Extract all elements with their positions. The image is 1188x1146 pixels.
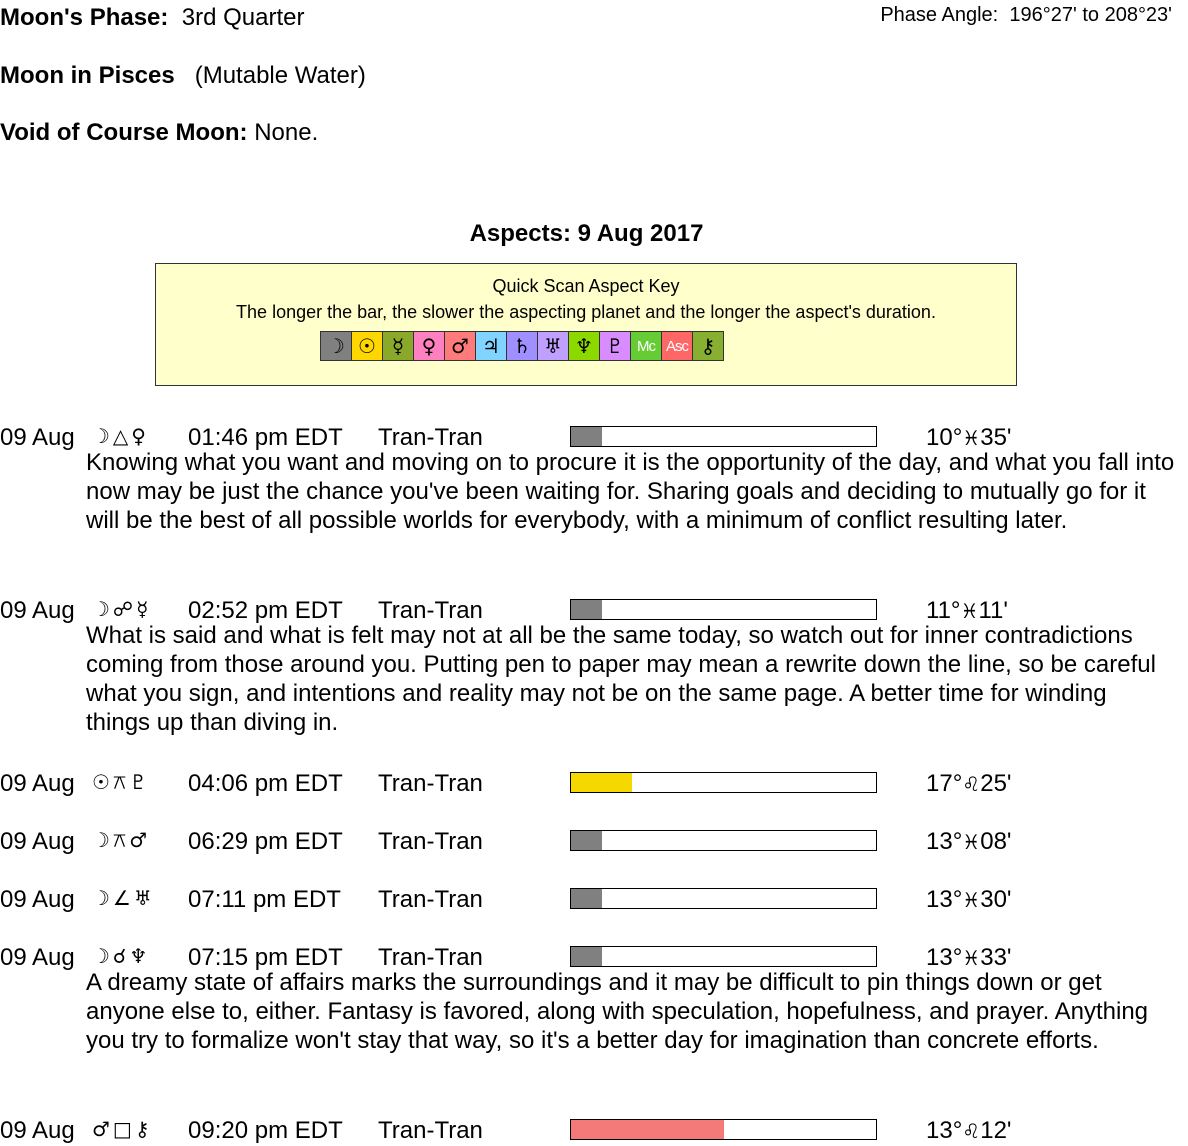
aspect-position — [926, 828, 1012, 856]
aspect-row — [0, 766, 1188, 796]
aspect-row — [0, 420, 1188, 450]
phase-angle-label: Phase Angle: — [880, 4, 999, 26]
position-minutes: 08' — [980, 828, 1012, 855]
duration-bar-fill — [571, 947, 602, 966]
saturn-swatch: ♄ — [506, 331, 538, 361]
jupiter-swatch: ♃ — [475, 331, 507, 361]
zodiac-sign-icon: ♓ — [960, 599, 979, 623]
position-minutes: 25' — [980, 770, 1012, 797]
duration-bar — [570, 599, 877, 620]
position-degree: 11° — [926, 597, 961, 624]
aspect-glyphs: ☽☌♆ — [92, 944, 151, 968]
aspect-date: 09 Aug — [0, 1117, 75, 1144]
aspect-position — [926, 1117, 1012, 1145]
aspect-interpretation: A dreamy state of affairs marks the surroundings and it may be difficult to pin things down or get anyone else to, either. Fantasy is favored, along with speculation, hopefulness, and prayer. Anything you try to formalize won't stay that way, so it's a better day for imagination than concrete efforts. — [86, 969, 1149, 1054]
mercury-swatch: ☿ — [382, 331, 414, 361]
aspect-glyphs: ☉⚻♇ — [92, 770, 151, 794]
aspect-position — [926, 770, 1012, 798]
aspect-time: 06:29 pm EDT — [188, 828, 343, 855]
duration-bar — [570, 946, 877, 967]
key-title: Quick Scan Aspect Key — [492, 276, 680, 296]
aspect-type: Tran-Tran — [378, 424, 483, 451]
zodiac-sign-icon: ♌ — [962, 772, 981, 796]
aspect-date: 09 Aug — [0, 828, 75, 855]
aspect-type: Tran-Tran — [378, 770, 483, 797]
aspect-date: 09 Aug — [0, 597, 75, 624]
aspect-type: Tran-Tran — [378, 597, 483, 624]
zodiac-sign-icon: ♓ — [962, 888, 981, 912]
quick-scan-aspect-key — [155, 263, 1017, 386]
aspect-row — [0, 824, 1188, 854]
position-degree: 13° — [926, 1117, 963, 1144]
aspect-interpretation: Knowing what you want and moving on to procure it is the opportunity of the day, and what you fall into now may be just the chance you've been waiting for. Sharing goals and deciding to mutually go for it will be the best of all possible worlds for everybody, with a minimum of conflict resulting later. — [86, 449, 1175, 534]
aspect-row — [0, 882, 1188, 912]
aspect-time: 07:11 pm EDT — [188, 886, 341, 913]
duration-bar-fill — [571, 1120, 724, 1139]
phase-angle-line — [880, 4, 1172, 27]
aspect-time: 02:52 pm EDT — [188, 597, 343, 624]
duration-bar — [570, 772, 877, 793]
zodiac-sign-icon: ♓ — [962, 426, 981, 450]
zodiac-sign-icon: ♓ — [962, 946, 981, 970]
position-minutes: 35' — [980, 424, 1012, 451]
aspect-row — [0, 593, 1188, 623]
aspect-type: Tran-Tran — [378, 944, 483, 971]
aspect-date: 09 Aug — [0, 944, 75, 971]
position-degree: 13° — [926, 828, 963, 855]
voc-label: Void of Course Moon: — [0, 119, 248, 146]
aspect-glyphs: ☽∠♅ — [92, 886, 155, 910]
ascendant-swatch: Asc — [661, 331, 693, 361]
aspect-time: 09:20 pm EDT — [188, 1117, 343, 1144]
position-degree: 17° — [926, 770, 963, 797]
position-degree: 13° — [926, 944, 963, 971]
aspect-type: Tran-Tran — [378, 1117, 483, 1144]
moon-sign-label: Moon in Pisces — [0, 62, 175, 89]
aspect-date: 09 Aug — [0, 886, 75, 913]
duration-bar-fill — [571, 831, 602, 850]
aspect-glyphs: ☽△♀ — [92, 424, 149, 448]
position-minutes: 33' — [980, 944, 1012, 971]
aspect-time: 07:15 pm EDT — [188, 944, 343, 971]
duration-bar — [570, 830, 877, 851]
mars-swatch: ♂ — [444, 331, 476, 361]
duration-bar — [570, 426, 877, 447]
aspect-date: 09 Aug — [0, 424, 75, 451]
position-minutes: 12' — [980, 1117, 1012, 1144]
aspect-type: Tran-Tran — [378, 828, 483, 855]
aspect-glyphs: ☽⚻♂ — [92, 828, 151, 852]
zodiac-sign-icon: ♌ — [962, 1119, 981, 1143]
aspect-position — [926, 886, 1012, 914]
key-description: The longer the bar, the slower the aspecting planet and the longer the aspect's duration. — [236, 302, 936, 322]
chiron-swatch: ⚷ — [692, 331, 724, 361]
duration-bar-fill — [571, 773, 632, 792]
void-of-course-line — [0, 119, 318, 147]
venus-swatch: ♀ — [413, 331, 445, 361]
aspect-row — [0, 1113, 1188, 1143]
position-degree: 13° — [926, 886, 963, 913]
duration-bar — [570, 888, 877, 909]
zodiac-sign-icon: ♓ — [962, 830, 981, 854]
pluto-swatch: ♇ — [599, 331, 631, 361]
aspect-time: 04:06 pm EDT — [188, 770, 343, 797]
neptune-swatch: ♆ — [568, 331, 600, 361]
duration-bar-fill — [571, 600, 602, 619]
aspect-glyphs: ☽☍☿ — [92, 597, 152, 621]
moon-phase-label: Moon's Phase: — [0, 4, 169, 31]
aspect-glyphs: ♂□⚷ — [92, 1117, 153, 1141]
aspect-interpretation: What is said and what is felt may not at all be the same today, so watch out for inner contradictions coming from those around you. Putting pen to paper may mean a rewrite down the line, so be careful what you sign, and intentions and reality may not be on the same page. A better time for winding things up than diving in. — [86, 622, 1156, 736]
voc-value: None. — [254, 119, 319, 146]
duration-bar-fill — [571, 889, 602, 908]
aspect-type: Tran-Tran — [378, 886, 483, 913]
duration-bar — [570, 1119, 877, 1140]
planet-color-swatches — [320, 331, 723, 361]
moon-sign-mode: (Mutable Water) — [194, 62, 366, 89]
position-degree: 10° — [926, 424, 963, 451]
moon-phase-line — [0, 4, 304, 32]
moon-sign-line — [0, 62, 366, 90]
duration-bar-fill — [571, 427, 602, 446]
midheaven-swatch: Mc — [630, 331, 662, 361]
aspect-row — [0, 940, 1188, 970]
aspect-time: 01:46 pm EDT — [188, 424, 343, 451]
phase-angle-value: 196°27' to 208°23' — [1009, 4, 1172, 26]
position-minutes: 11' — [978, 597, 1008, 624]
aspects-title: Aspects: 9 Aug 2017 — [469, 220, 704, 247]
aspect-date: 09 Aug — [0, 770, 75, 797]
position-minutes: 30' — [980, 886, 1012, 913]
uranus-swatch: ♅ — [537, 331, 569, 361]
sun-swatch: ☉ — [351, 331, 383, 361]
moon-phase-value: 3rd Quarter — [181, 4, 305, 31]
moon-swatch: ☽ — [320, 331, 352, 361]
